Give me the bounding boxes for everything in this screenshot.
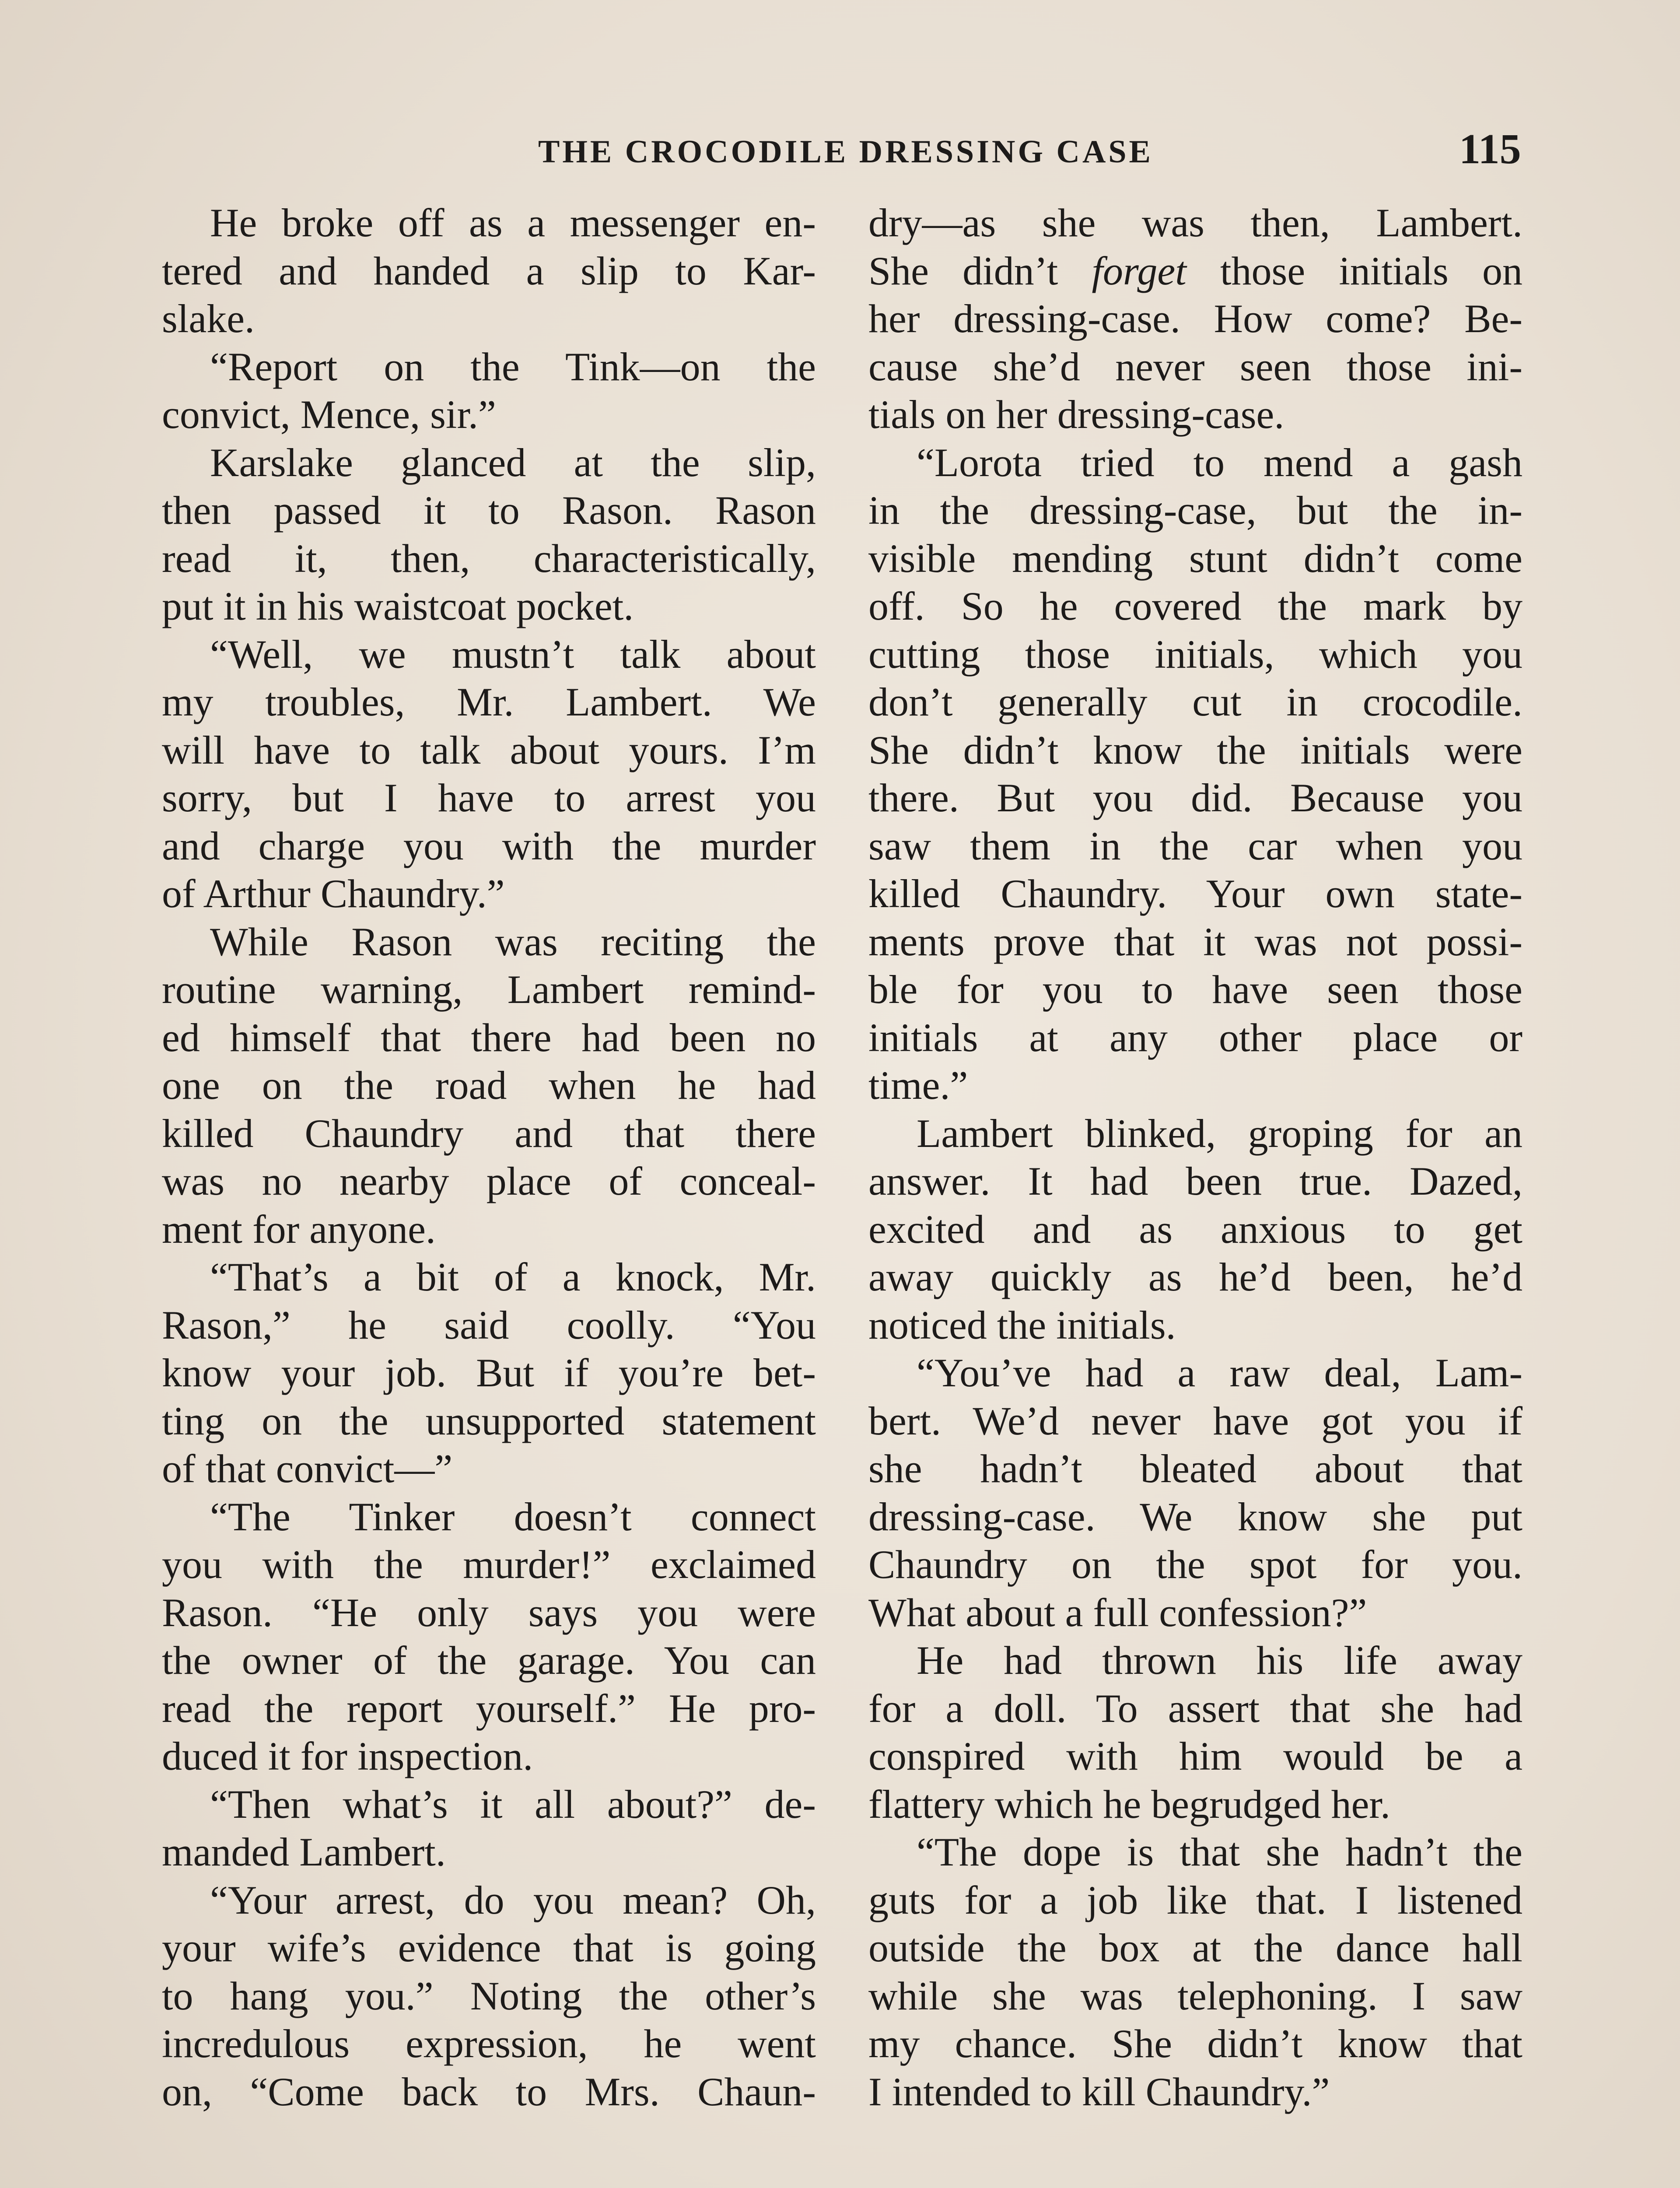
text-line: on, “Come back to Mrs. Chaun- [162, 2069, 816, 2114]
text-line: I intended to kill Chaundry.” [868, 2069, 1330, 2114]
text-line: “Report on the Tink—on the [210, 344, 816, 389]
text-line: conspired with him would be a [868, 1734, 1522, 1778]
text-line: “Lorota tried to mend a gash [917, 440, 1522, 485]
text-line: “That’s a bit of a knock, Mr. [210, 1255, 816, 1299]
text-line: my troubles, Mr. Lambert. We [162, 680, 816, 724]
text-line: there. But you did. Because you [868, 775, 1522, 820]
text-column-left [162, 199, 816, 2116]
text-line: time.” [868, 1063, 968, 1108]
text-line: convict, Mence, sir.” [162, 392, 496, 437]
text-line: Rason. “He only says you were [162, 1590, 816, 1635]
text-line: sorry, but I have to arrest you [162, 775, 816, 820]
text-line: dry—as she was then, Lambert. [868, 200, 1522, 245]
text-line: noticed the initials. [868, 1302, 1176, 1347]
text-line: she hadn’t bleated about that [868, 1446, 1522, 1491]
text-line: answer. It had been true. Dazed, [868, 1159, 1522, 1203]
text-line: incredulous expression, he went [162, 2021, 816, 2066]
text-line: duced it for inspection. [162, 1734, 533, 1778]
text-line: slake. [162, 296, 255, 341]
text-line: don’t generally cut in crocodile. [868, 680, 1522, 724]
text-line: know your job. But if you’re bet- [162, 1350, 816, 1395]
text-line: Karslake glanced at the slip, [210, 440, 816, 485]
text-line: “Your arrest, do you mean? Oh, [210, 1877, 816, 1922]
text-line: the owner of the garage. You can [162, 1638, 816, 1683]
text-line: Lambert blinked, groping for an [917, 1111, 1522, 1156]
text-line: ed himself that there had been no [162, 1015, 816, 1060]
text-line: manded Lambert. [162, 1830, 446, 1874]
text-line: then passed it to Rason. Rason [162, 488, 816, 533]
text-line: of that convict—” [162, 1446, 453, 1491]
text-line: you with the murder!” exclaimed [162, 1542, 816, 1587]
text-line: your wife’s evidence that is going [162, 1925, 816, 1970]
text-line: read the report yourself.” He pro- [162, 1686, 816, 1731]
text-line: killed Chaundry and that there [162, 1111, 816, 1156]
text-line: “Then what’s it all about?” de- [210, 1781, 816, 1827]
emphasis: forget [1092, 248, 1186, 293]
text-line: will have to talk about yours. I’m [162, 727, 816, 772]
text-line: cause she’d never seen those ini- [868, 344, 1522, 389]
text-line: one on the road when he had [162, 1063, 816, 1108]
text-line: initials at any other place or [868, 1015, 1522, 1060]
text-line: He broke off as a messenger en- [210, 200, 816, 245]
text-line: dressing-case. We know she put [868, 1494, 1522, 1539]
text-line: “The Tinker doesn’t connect [210, 1494, 816, 1539]
text-line: ments prove that it was not possi- [868, 919, 1522, 964]
text-line: read it, then, characteristically, [162, 536, 816, 581]
text-line: tered and handed a slip to Kar- [162, 248, 816, 293]
text-line: killed Chaundry. Your own state- [868, 871, 1522, 916]
text-line: Chaundry on the spot for you. [868, 1542, 1522, 1587]
text-line: while she was telephoning. I saw [868, 1973, 1522, 2018]
page-number: 115 [1459, 126, 1521, 173]
text-line: put it in his waistcoat pocket. [162, 584, 634, 628]
text-line: While Rason was reciting the [210, 919, 816, 964]
text-line: routine warning, Lambert remind- [162, 967, 816, 1012]
text-line: ting on the unsupported statement [162, 1398, 816, 1443]
text-line: saw them in the car when you [868, 823, 1522, 868]
text-line: was no nearby place of conceal- [162, 1159, 816, 1203]
text-line: What about a full confession?” [868, 1590, 1367, 1635]
text-line: “Well, we mustn’t talk about [210, 631, 816, 677]
text-column-right [868, 199, 1522, 2116]
text-line: her dressing-case. How come? Be- [868, 296, 1522, 341]
text-line: ment for anyone. [162, 1206, 436, 1252]
text-line: off. So he covered the mark by [868, 584, 1522, 628]
text-line: She didn’t know the initials were [868, 727, 1522, 772]
text-line: flattery which he begrudged her. [868, 1781, 1390, 1827]
text-line: outside the box at the dance hall [868, 1925, 1522, 1970]
text-line: He had thrown his life away [917, 1638, 1522, 1683]
text-line: “The dope is that she hadn’t the [917, 1830, 1522, 1874]
text-line: “You’ve had a raw deal, Lam- [917, 1350, 1522, 1395]
text-line: ble for you to have seen those [868, 967, 1522, 1012]
text-line: my chance. She didn’t know that [868, 2021, 1522, 2066]
running-title: THE CROCODILE DRESSING CASE [538, 134, 1153, 170]
text-line: in the dressing-case, but the in- [868, 488, 1522, 533]
text-line: guts for a job like that. I listened [868, 1877, 1522, 1922]
text-line: Rason,” he said coolly. “You [162, 1302, 816, 1347]
text-line: of Arthur Chaundry.” [162, 871, 505, 916]
text-line: tials on her dressing-case. [868, 392, 1284, 437]
text-line: for a doll. To assert that she had [868, 1686, 1522, 1731]
text-line: cutting those initials, which you [868, 631, 1522, 677]
text-line: excited and as anxious to get [868, 1206, 1522, 1252]
text-line: and charge you with the murder [162, 823, 816, 868]
text-line: visible mending stunt didn’t come [868, 536, 1522, 581]
text-line: bert. We’d never have got you if [868, 1398, 1522, 1443]
text-line: She didn’t forget those initials on [868, 248, 1522, 293]
text-line: to hang you.” Noting the other’s [162, 1973, 816, 2018]
text-line: away quickly as he’d been, he’d [868, 1255, 1522, 1299]
